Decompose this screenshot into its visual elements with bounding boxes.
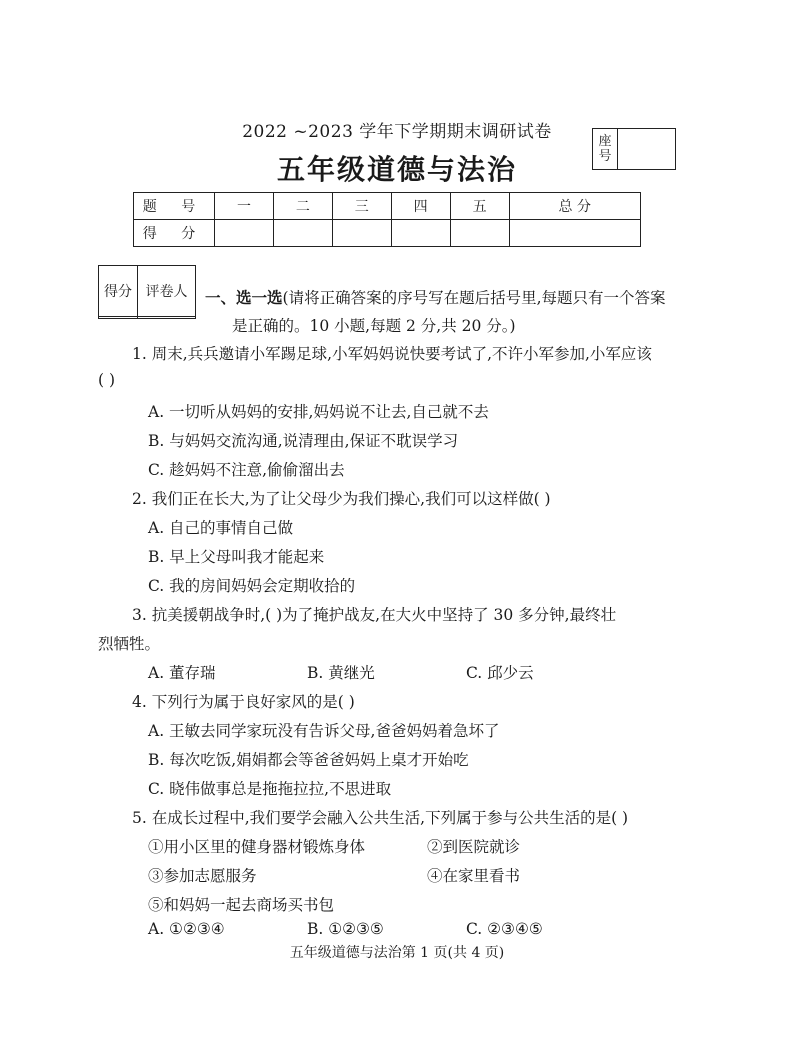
question-1-option-c: C. 趁妈妈不注意,偷偷溜出去 [148, 461, 345, 479]
question-number-header: 题 号 [134, 193, 215, 220]
question-5-option-b: B. ①②③⑤ [307, 920, 384, 938]
score-row [134, 220, 641, 247]
grader-name-label: 评卷人 [138, 266, 196, 317]
section-1-instruction: (请将正确答案的序号写在题后括号里,每题只有一个答案 [282, 289, 666, 307]
question-3-text-cont: 烈牺牲。 [98, 635, 161, 653]
grader-box [98, 265, 196, 319]
score-summary-table [133, 192, 641, 247]
column-header: 一 [215, 193, 274, 220]
question-1-text: 1. 周末,兵兵邀请小军踢足球,小军妈妈说快要考试了,不许小军参加,小军应该 [132, 345, 652, 363]
column-header: 五 [450, 193, 509, 220]
seat-label-char-2: 号 [598, 149, 612, 164]
seat-label [593, 129, 618, 169]
question-5-item-4: ④在家里看书 [427, 867, 521, 885]
question-5-item-5: ⑤和妈妈一起去商场买书包 [148, 896, 335, 914]
question-5-item-2: ②到医院就诊 [427, 838, 521, 856]
grader-score-cell[interactable] [99, 316, 138, 318]
column-header: 三 [332, 193, 391, 220]
question-4-option-a: A. 王敏去同学家玩没有告诉父母,爸爸妈妈着急坏了 [148, 722, 500, 740]
section-1-heading [205, 286, 666, 308]
question-5-item-1: ①用小区里的健身器材锻炼身体 [148, 838, 366, 856]
question-4-text: 4. 下列行为属于良好家风的是( ) [132, 693, 355, 711]
score-cell[interactable] [215, 220, 274, 247]
column-header: 四 [391, 193, 450, 220]
question-2-option-c: C. 我的房间妈妈会定期收拾的 [148, 577, 356, 595]
score-header: 得 分 [134, 220, 215, 247]
seat-number-box [592, 128, 676, 170]
question-1-option-b: B. 与妈妈交流沟通,说清理由,保证不耽误学习 [148, 432, 459, 450]
question-5-option-a: A. ①②③④ [148, 920, 225, 938]
score-cell[interactable] [391, 220, 450, 247]
score-cell[interactable] [332, 220, 391, 247]
question-1-option-a: A. 一切听从妈妈的安排,妈妈说不让去,自己就不去 [148, 403, 489, 421]
question-3-option-a: A. 董存瑞 [148, 664, 216, 682]
grader-name-cell[interactable] [138, 316, 196, 318]
column-header: 总 分 [509, 193, 640, 220]
exam-title: 五年级道德与法治 [276, 153, 517, 186]
question-4-option-c: C. 晓伟做事总是拖拖拉拉,不思进取 [148, 780, 392, 798]
question-2-option-a: A. 自己的事情自己做 [148, 519, 294, 537]
question-5-text: 5. 在成长过程中,我们要学会融入公共生活,下列属于参与公共生活的是( ) [132, 809, 629, 827]
score-cell[interactable] [509, 220, 640, 247]
seat-number-blank[interactable] [618, 129, 675, 169]
grader-score-label: 得分 [99, 266, 138, 317]
page-footer: 五年级道德与法治第 1 页(共 4 页) [289, 945, 505, 961]
score-cell[interactable] [450, 220, 509, 247]
question-4-option-b: B. 每次吃饭,娟娟都会等爸爸妈妈上桌才开始吃 [148, 751, 469, 769]
seat-label-char-1: 座 [598, 134, 612, 149]
question-number-row [134, 193, 641, 220]
score-cell[interactable] [273, 220, 332, 247]
question-2-option-b: B. 早上父母叫我才能起来 [148, 548, 325, 566]
question-1-answer-blank[interactable]: ( ) [98, 371, 116, 389]
section-1-instruction-cont: 是正确的。10 小题,每题 2 分,共 20 分。) [232, 317, 516, 335]
question-3-option-c: C. 邱少云 [466, 664, 534, 682]
question-2-text: 2. 我们正在长大,为了让父母少为我们操心,我们可以这样做( ) [132, 490, 551, 508]
question-3-text: 3. 抗美援朝战争时,( )为了掩护战友,在大火中坚持了 30 多分钟,最终壮 [132, 606, 617, 624]
question-3-option-b: B. 黄继光 [307, 664, 375, 682]
section-1-title: 一、选一选 [205, 288, 283, 307]
question-5-option-c: C. ②③④⑤ [466, 920, 543, 938]
column-header: 二 [273, 193, 332, 220]
question-5-item-3: ③参加志愿服务 [148, 867, 257, 885]
exam-subtitle: 2022 ~2023 学年下学期期末调研试卷 [242, 122, 552, 142]
